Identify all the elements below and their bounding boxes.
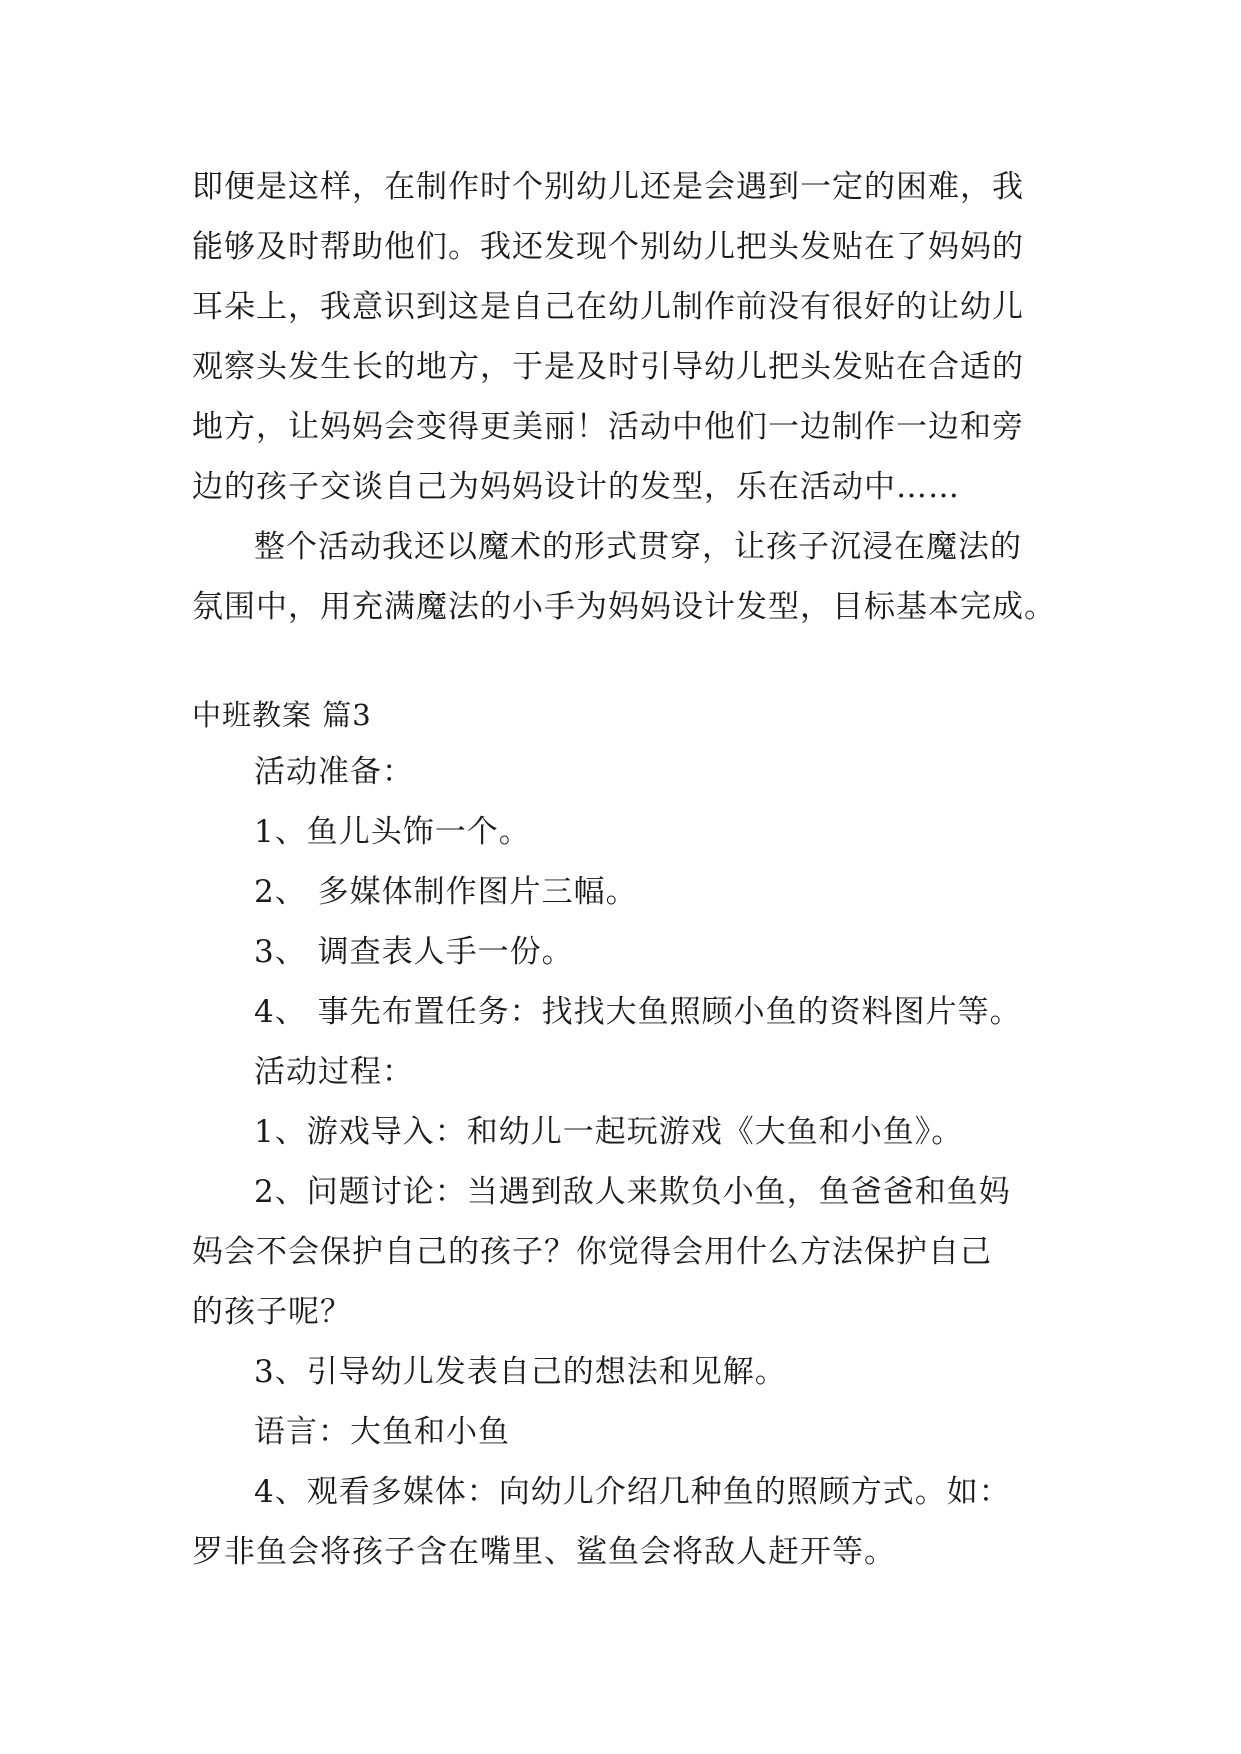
paragraph-line: 活动过程： — [254, 1054, 414, 1090]
list-item: 3、引导幼儿发表自己的想法和见解。 — [254, 1354, 787, 1390]
paragraph-line: 地方，让妈妈会变得更美丽！活动中他们一边制作一边和旁 — [192, 409, 1024, 445]
list-item: 3、 调查表人手一份。 — [254, 934, 574, 970]
list-item: 4、观看多媒体：向幼儿介绍几种鱼的照顾方式。如： — [254, 1474, 1011, 1510]
list-item: 4、 事先布置任务：找找大鱼照顾小鱼的资料图片等。 — [254, 994, 1022, 1030]
paragraph-line: 语言：大鱼和小鱼 — [254, 1414, 510, 1450]
paragraph-line: 观察头发生长的地方，于是及时引导幼儿把头发贴在合适的 — [192, 349, 1024, 385]
paragraph-line: 耳朵上，我意识到这是自己在幼儿制作前没有很好的让幼儿 — [192, 289, 1024, 325]
list-item: 2、问题讨论：当遇到敌人来欺负小鱼，鱼爸爸和鱼妈 — [254, 1174, 1011, 1210]
list-item: 1、鱼儿头饰一个。 — [254, 814, 531, 850]
list-item: 1、游戏导入：和幼儿一起玩游戏《大鱼和小鱼》。 — [254, 1114, 964, 1150]
paragraph-line: 即便是这样，在制作时个别幼儿还是会遇到一定的困难，我 — [192, 169, 1024, 205]
paragraph-line: 活动准备： — [254, 754, 414, 790]
paragraph-line: 罗非鱼会将孩子含在嘴里、鲨鱼会将敌人赶开等。 — [192, 1534, 896, 1570]
section-heading: 中班教案 篇3 — [192, 698, 372, 732]
paragraph-line: 整个活动我还以魔术的形式贯穿，让孩子沉浸在魔法的 — [254, 529, 1022, 565]
paragraph-line: 能够及时帮助他们。我还发现个别幼儿把头发贴在了妈妈的 — [192, 229, 1024, 265]
paragraph-line: 的孩子呢？ — [192, 1294, 352, 1330]
paragraph-line: 氛围中，用充满魔法的小手为妈妈设计发型，目标基本完成。 — [192, 589, 1056, 625]
paragraph-line: 妈会不会保护自己的孩子？你觉得会用什么方法保护自己 — [192, 1234, 992, 1270]
list-item: 2、 多媒体制作图片三幅。 — [254, 874, 638, 910]
paragraph-line: 边的孩子交谈自己为妈妈设计的发型，乐在活动中…… — [192, 469, 960, 505]
